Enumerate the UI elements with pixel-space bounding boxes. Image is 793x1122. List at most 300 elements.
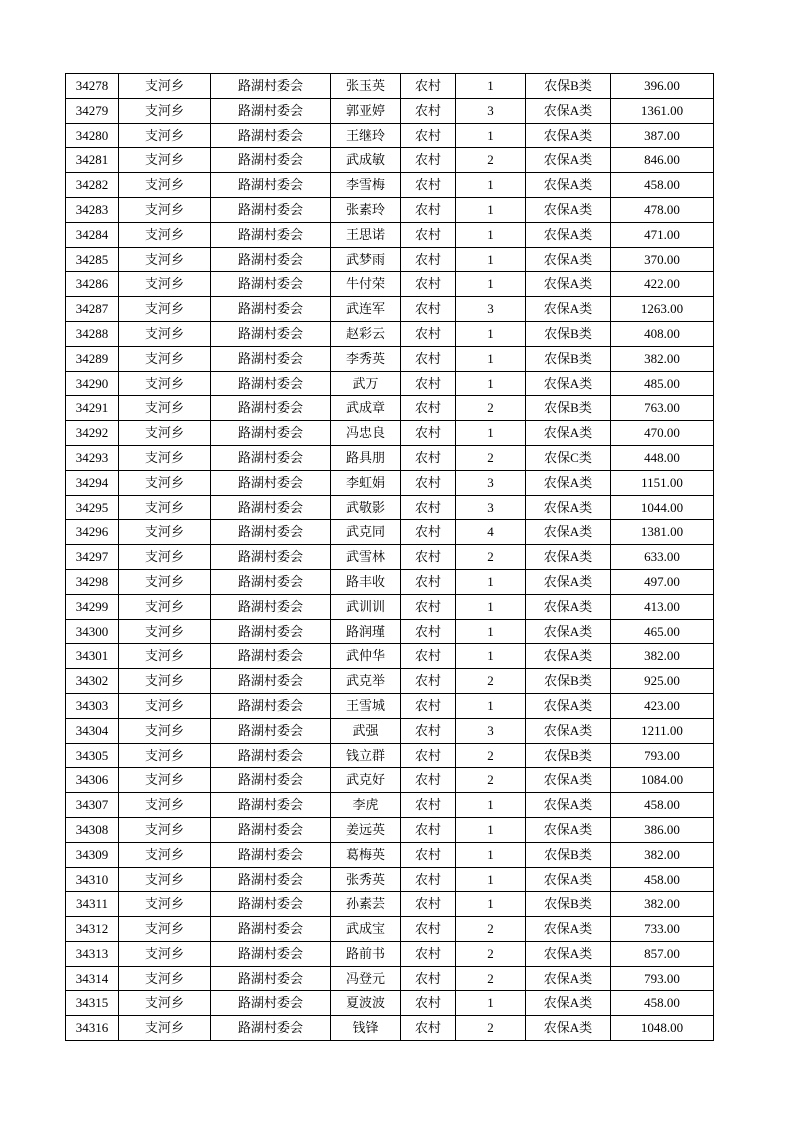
cell-township: 支河乡 [119, 594, 211, 619]
table-row [66, 644, 714, 669]
cell-person-count: 2 [456, 445, 526, 470]
cell-person-name: 赵彩云 [331, 321, 401, 346]
cell-amount: 846.00 [611, 148, 714, 173]
cell-amount: 465.00 [611, 619, 714, 644]
cell-person-count: 1 [456, 421, 526, 446]
cell-insurance-category: 农保B类 [526, 321, 611, 346]
cell-person-name: 钱锋 [331, 1016, 401, 1041]
cell-township: 支河乡 [119, 693, 211, 718]
cell-serial-number: 34287 [66, 297, 119, 322]
cell-serial-number: 34286 [66, 272, 119, 297]
cell-township: 支河乡 [119, 222, 211, 247]
cell-residence-type: 农村 [401, 768, 456, 793]
cell-amount: 382.00 [611, 892, 714, 917]
cell-village-committee: 路湖村委会 [211, 842, 331, 867]
cell-person-name: 王雪城 [331, 693, 401, 718]
table-row [66, 222, 714, 247]
table-row [66, 1016, 714, 1041]
table-row [66, 793, 714, 818]
cell-person-name: 王继玲 [331, 123, 401, 148]
table-row [66, 594, 714, 619]
cell-serial-number: 34314 [66, 966, 119, 991]
cell-insurance-category: 农保A类 [526, 247, 611, 272]
cell-residence-type: 农村 [401, 123, 456, 148]
cell-amount: 387.00 [611, 123, 714, 148]
cell-insurance-category: 农保A类 [526, 718, 611, 743]
cell-insurance-category: 农保A类 [526, 371, 611, 396]
cell-village-committee: 路湖村委会 [211, 396, 331, 421]
cell-serial-number: 34310 [66, 867, 119, 892]
cell-insurance-category: 农保A类 [526, 470, 611, 495]
cell-insurance-category: 农保A类 [526, 619, 611, 644]
table-row [66, 445, 714, 470]
cell-village-committee: 路湖村委会 [211, 768, 331, 793]
cell-amount: 396.00 [611, 74, 714, 99]
cell-amount: 925.00 [611, 669, 714, 694]
cell-insurance-category: 农保B类 [526, 74, 611, 99]
cell-person-count: 1 [456, 123, 526, 148]
cell-insurance-category: 农保A类 [526, 222, 611, 247]
table-row [66, 247, 714, 272]
cell-serial-number: 34315 [66, 991, 119, 1016]
table-row [66, 272, 714, 297]
cell-residence-type: 农村 [401, 222, 456, 247]
cell-township: 支河乡 [119, 98, 211, 123]
table-row [66, 520, 714, 545]
cell-serial-number: 34305 [66, 743, 119, 768]
cell-amount: 733.00 [611, 917, 714, 942]
cell-serial-number: 34313 [66, 941, 119, 966]
cell-residence-type: 农村 [401, 495, 456, 520]
cell-amount: 471.00 [611, 222, 714, 247]
cell-amount: 1361.00 [611, 98, 714, 123]
cell-amount: 478.00 [611, 197, 714, 222]
cell-amount: 370.00 [611, 247, 714, 272]
cell-residence-type: 农村 [401, 396, 456, 421]
cell-serial-number: 34307 [66, 793, 119, 818]
cell-person-name: 武雪林 [331, 545, 401, 570]
cell-person-count: 2 [456, 1016, 526, 1041]
cell-township: 支河乡 [119, 74, 211, 99]
cell-amount: 448.00 [611, 445, 714, 470]
table-row [66, 495, 714, 520]
cell-village-committee: 路湖村委会 [211, 74, 331, 99]
cell-person-name: 武梦雨 [331, 247, 401, 272]
cell-village-committee: 路湖村委会 [211, 247, 331, 272]
cell-amount: 382.00 [611, 346, 714, 371]
cell-amount: 1044.00 [611, 495, 714, 520]
cell-residence-type: 农村 [401, 346, 456, 371]
cell-residence-type: 农村 [401, 991, 456, 1016]
cell-township: 支河乡 [119, 321, 211, 346]
cell-person-name: 路前书 [331, 941, 401, 966]
cell-serial-number: 34312 [66, 917, 119, 942]
cell-township: 支河乡 [119, 545, 211, 570]
cell-amount: 793.00 [611, 966, 714, 991]
cell-person-name: 武成宝 [331, 917, 401, 942]
cell-person-name: 王思诺 [331, 222, 401, 247]
cell-insurance-category: 农保A类 [526, 98, 611, 123]
table-row [66, 892, 714, 917]
cell-person-name: 武克好 [331, 768, 401, 793]
cell-person-count: 2 [456, 743, 526, 768]
cell-village-committee: 路湖村委会 [211, 1016, 331, 1041]
cell-residence-type: 农村 [401, 197, 456, 222]
cell-insurance-category: 农保A类 [526, 768, 611, 793]
cell-person-name: 武仲华 [331, 644, 401, 669]
cell-serial-number: 34297 [66, 545, 119, 570]
cell-insurance-category: 农保B类 [526, 669, 611, 694]
cell-residence-type: 农村 [401, 445, 456, 470]
table-row [66, 842, 714, 867]
cell-amount: 1263.00 [611, 297, 714, 322]
cell-amount: 793.00 [611, 743, 714, 768]
cell-amount: 1151.00 [611, 470, 714, 495]
cell-insurance-category: 农保B类 [526, 842, 611, 867]
cell-amount: 763.00 [611, 396, 714, 421]
cell-person-name: 李秀英 [331, 346, 401, 371]
cell-person-name: 张秀英 [331, 867, 401, 892]
cell-residence-type: 农村 [401, 892, 456, 917]
cell-township: 支河乡 [119, 966, 211, 991]
cell-village-committee: 路湖村委会 [211, 619, 331, 644]
cell-person-name: 李雪梅 [331, 173, 401, 198]
cell-person-count: 1 [456, 693, 526, 718]
cell-township: 支河乡 [119, 123, 211, 148]
table-row [66, 74, 714, 99]
cell-residence-type: 农村 [401, 173, 456, 198]
cell-village-committee: 路湖村委会 [211, 545, 331, 570]
cell-person-count: 3 [456, 297, 526, 322]
cell-person-name: 葛梅英 [331, 842, 401, 867]
cell-residence-type: 农村 [401, 74, 456, 99]
cell-serial-number: 34296 [66, 520, 119, 545]
cell-person-name: 李虎 [331, 793, 401, 818]
cell-amount: 633.00 [611, 545, 714, 570]
cell-insurance-category: 农保A类 [526, 817, 611, 842]
cell-serial-number: 34316 [66, 1016, 119, 1041]
table-row [66, 421, 714, 446]
cell-serial-number: 34282 [66, 173, 119, 198]
cell-person-name: 武强 [331, 718, 401, 743]
table-row [66, 817, 714, 842]
cell-township: 支河乡 [119, 743, 211, 768]
cell-person-count: 1 [456, 222, 526, 247]
cell-insurance-category: 农保A类 [526, 421, 611, 446]
cell-residence-type: 农村 [401, 693, 456, 718]
cell-person-count: 1 [456, 842, 526, 867]
cell-residence-type: 农村 [401, 644, 456, 669]
cell-village-committee: 路湖村委会 [211, 941, 331, 966]
cell-residence-type: 农村 [401, 470, 456, 495]
cell-village-committee: 路湖村委会 [211, 222, 331, 247]
cell-person-name: 姜远英 [331, 817, 401, 842]
cell-village-committee: 路湖村委会 [211, 743, 331, 768]
table-row [66, 396, 714, 421]
cell-person-name: 武敬影 [331, 495, 401, 520]
cell-residence-type: 农村 [401, 619, 456, 644]
cell-insurance-category: 农保A类 [526, 793, 611, 818]
cell-village-committee: 路湖村委会 [211, 272, 331, 297]
cell-insurance-category: 农保A类 [526, 545, 611, 570]
cell-person-count: 1 [456, 371, 526, 396]
table-row [66, 669, 714, 694]
cell-person-count: 3 [456, 98, 526, 123]
cell-person-count: 1 [456, 321, 526, 346]
cell-residence-type: 农村 [401, 520, 456, 545]
cell-amount: 1048.00 [611, 1016, 714, 1041]
cell-amount: 1381.00 [611, 520, 714, 545]
cell-village-committee: 路湖村委会 [211, 817, 331, 842]
cell-person-count: 3 [456, 495, 526, 520]
cell-village-committee: 路湖村委会 [211, 594, 331, 619]
cell-person-count: 2 [456, 966, 526, 991]
cell-township: 支河乡 [119, 941, 211, 966]
cell-residence-type: 农村 [401, 917, 456, 942]
cell-township: 支河乡 [119, 520, 211, 545]
cell-township: 支河乡 [119, 247, 211, 272]
cell-person-count: 1 [456, 272, 526, 297]
cell-person-name: 牛付荣 [331, 272, 401, 297]
cell-insurance-category: 农保A类 [526, 495, 611, 520]
cell-insurance-category: 农保A类 [526, 1016, 611, 1041]
cell-township: 支河乡 [119, 371, 211, 396]
cell-village-committee: 路湖村委会 [211, 644, 331, 669]
cell-serial-number: 34292 [66, 421, 119, 446]
cell-village-committee: 路湖村委会 [211, 148, 331, 173]
cell-residence-type: 农村 [401, 793, 456, 818]
cell-serial-number: 34298 [66, 569, 119, 594]
cell-amount: 497.00 [611, 569, 714, 594]
cell-person-name: 孙素芸 [331, 892, 401, 917]
cell-person-count: 2 [456, 396, 526, 421]
cell-person-name: 张素玲 [331, 197, 401, 222]
cell-residence-type: 农村 [401, 272, 456, 297]
cell-residence-type: 农村 [401, 569, 456, 594]
cell-insurance-category: 农保A类 [526, 991, 611, 1016]
cell-serial-number: 34308 [66, 817, 119, 842]
cell-person-count: 1 [456, 569, 526, 594]
cell-person-count: 3 [456, 470, 526, 495]
cell-residence-type: 农村 [401, 321, 456, 346]
cell-serial-number: 34295 [66, 495, 119, 520]
cell-person-count: 2 [456, 768, 526, 793]
cell-residence-type: 农村 [401, 247, 456, 272]
cell-insurance-category: 农保A类 [526, 297, 611, 322]
cell-person-count: 2 [456, 148, 526, 173]
cell-township: 支河乡 [119, 197, 211, 222]
table-row [66, 569, 714, 594]
cell-residence-type: 农村 [401, 867, 456, 892]
cell-amount: 382.00 [611, 842, 714, 867]
cell-insurance-category: 农保A类 [526, 966, 611, 991]
cell-person-name: 路润瑾 [331, 619, 401, 644]
cell-township: 支河乡 [119, 669, 211, 694]
table-row [66, 197, 714, 222]
cell-person-name: 武克举 [331, 669, 401, 694]
cell-insurance-category: 农保A类 [526, 693, 611, 718]
cell-village-committee: 路湖村委会 [211, 495, 331, 520]
cell-township: 支河乡 [119, 173, 211, 198]
cell-person-count: 1 [456, 892, 526, 917]
cell-serial-number: 34278 [66, 74, 119, 99]
cell-residence-type: 农村 [401, 371, 456, 396]
cell-person-count: 1 [456, 619, 526, 644]
cell-person-name: 路丰收 [331, 569, 401, 594]
cell-township: 支河乡 [119, 619, 211, 644]
cell-village-committee: 路湖村委会 [211, 173, 331, 198]
cell-village-committee: 路湖村委会 [211, 966, 331, 991]
cell-insurance-category: 农保A类 [526, 520, 611, 545]
cell-township: 支河乡 [119, 718, 211, 743]
cell-person-name: 武训训 [331, 594, 401, 619]
cell-amount: 458.00 [611, 991, 714, 1016]
cell-amount: 386.00 [611, 817, 714, 842]
cell-village-committee: 路湖村委会 [211, 123, 331, 148]
table-row [66, 98, 714, 123]
cell-serial-number: 34311 [66, 892, 119, 917]
cell-township: 支河乡 [119, 346, 211, 371]
cell-village-committee: 路湖村委会 [211, 892, 331, 917]
payment-table [65, 73, 714, 1041]
cell-insurance-category: 农保A类 [526, 917, 611, 942]
cell-residence-type: 农村 [401, 98, 456, 123]
cell-village-committee: 路湖村委会 [211, 445, 331, 470]
cell-township: 支河乡 [119, 644, 211, 669]
cell-person-count: 2 [456, 545, 526, 570]
cell-person-count: 1 [456, 793, 526, 818]
table-row [66, 545, 714, 570]
cell-amount: 458.00 [611, 793, 714, 818]
table-row [66, 693, 714, 718]
cell-residence-type: 农村 [401, 941, 456, 966]
cell-village-committee: 路湖村委会 [211, 793, 331, 818]
cell-person-name: 冯忠良 [331, 421, 401, 446]
table-row [66, 346, 714, 371]
cell-residence-type: 农村 [401, 421, 456, 446]
cell-township: 支河乡 [119, 396, 211, 421]
cell-village-committee: 路湖村委会 [211, 693, 331, 718]
cell-insurance-category: 农保B类 [526, 396, 611, 421]
table-row [66, 917, 714, 942]
cell-insurance-category: 农保A类 [526, 867, 611, 892]
cell-person-name: 张玉英 [331, 74, 401, 99]
table-row [66, 867, 714, 892]
cell-person-count: 1 [456, 644, 526, 669]
cell-residence-type: 农村 [401, 718, 456, 743]
cell-residence-type: 农村 [401, 817, 456, 842]
table-row [66, 297, 714, 322]
cell-person-name: 郭亚婷 [331, 98, 401, 123]
cell-insurance-category: 农保B类 [526, 743, 611, 768]
cell-insurance-category: 农保A类 [526, 148, 611, 173]
cell-village-committee: 路湖村委会 [211, 346, 331, 371]
cell-village-committee: 路湖村委会 [211, 718, 331, 743]
cell-person-name: 武万 [331, 371, 401, 396]
cell-village-committee: 路湖村委会 [211, 569, 331, 594]
cell-serial-number: 34300 [66, 619, 119, 644]
table-row [66, 123, 714, 148]
cell-serial-number: 34291 [66, 396, 119, 421]
payment-table-body [66, 74, 714, 1041]
cell-village-committee: 路湖村委会 [211, 917, 331, 942]
cell-person-count: 1 [456, 346, 526, 371]
cell-insurance-category: 农保A类 [526, 569, 611, 594]
cell-amount: 458.00 [611, 867, 714, 892]
table-row [66, 321, 714, 346]
cell-person-name: 武成章 [331, 396, 401, 421]
cell-serial-number: 34290 [66, 371, 119, 396]
cell-insurance-category: 农保C类 [526, 445, 611, 470]
cell-township: 支河乡 [119, 470, 211, 495]
cell-township: 支河乡 [119, 495, 211, 520]
cell-person-count: 2 [456, 669, 526, 694]
cell-serial-number: 34302 [66, 669, 119, 694]
cell-residence-type: 农村 [401, 1016, 456, 1041]
cell-person-count: 3 [456, 718, 526, 743]
cell-village-committee: 路湖村委会 [211, 371, 331, 396]
cell-residence-type: 农村 [401, 743, 456, 768]
cell-amount: 485.00 [611, 371, 714, 396]
cell-village-committee: 路湖村委会 [211, 520, 331, 545]
cell-township: 支河乡 [119, 445, 211, 470]
cell-person-count: 1 [456, 74, 526, 99]
cell-township: 支河乡 [119, 892, 211, 917]
table-row [66, 991, 714, 1016]
cell-amount: 382.00 [611, 644, 714, 669]
cell-insurance-category: 农保A类 [526, 594, 611, 619]
table-row [66, 148, 714, 173]
cell-person-count: 1 [456, 991, 526, 1016]
cell-township: 支河乡 [119, 793, 211, 818]
cell-person-count: 1 [456, 173, 526, 198]
cell-serial-number: 34285 [66, 247, 119, 272]
cell-amount: 422.00 [611, 272, 714, 297]
cell-serial-number: 34304 [66, 718, 119, 743]
cell-village-committee: 路湖村委会 [211, 98, 331, 123]
table-row [66, 941, 714, 966]
table-row [66, 619, 714, 644]
cell-person-name: 李虹娟 [331, 470, 401, 495]
cell-person-count: 1 [456, 817, 526, 842]
cell-township: 支河乡 [119, 867, 211, 892]
cell-insurance-category: 农保A类 [526, 644, 611, 669]
cell-village-committee: 路湖村委会 [211, 421, 331, 446]
cell-residence-type: 农村 [401, 148, 456, 173]
cell-person-count: 4 [456, 520, 526, 545]
cell-serial-number: 34299 [66, 594, 119, 619]
cell-village-committee: 路湖村委会 [211, 297, 331, 322]
cell-insurance-category: 农保A类 [526, 941, 611, 966]
cell-township: 支河乡 [119, 842, 211, 867]
cell-insurance-category: 农保A类 [526, 197, 611, 222]
cell-person-count: 1 [456, 247, 526, 272]
cell-township: 支河乡 [119, 148, 211, 173]
cell-village-committee: 路湖村委会 [211, 321, 331, 346]
table-row [66, 470, 714, 495]
cell-amount: 1084.00 [611, 768, 714, 793]
table-row [66, 743, 714, 768]
table-row [66, 966, 714, 991]
cell-person-name: 钱立群 [331, 743, 401, 768]
cell-township: 支河乡 [119, 1016, 211, 1041]
cell-insurance-category: 农保A类 [526, 123, 611, 148]
cell-serial-number: 34303 [66, 693, 119, 718]
cell-serial-number: 34293 [66, 445, 119, 470]
cell-serial-number: 34283 [66, 197, 119, 222]
cell-amount: 413.00 [611, 594, 714, 619]
cell-residence-type: 农村 [401, 594, 456, 619]
